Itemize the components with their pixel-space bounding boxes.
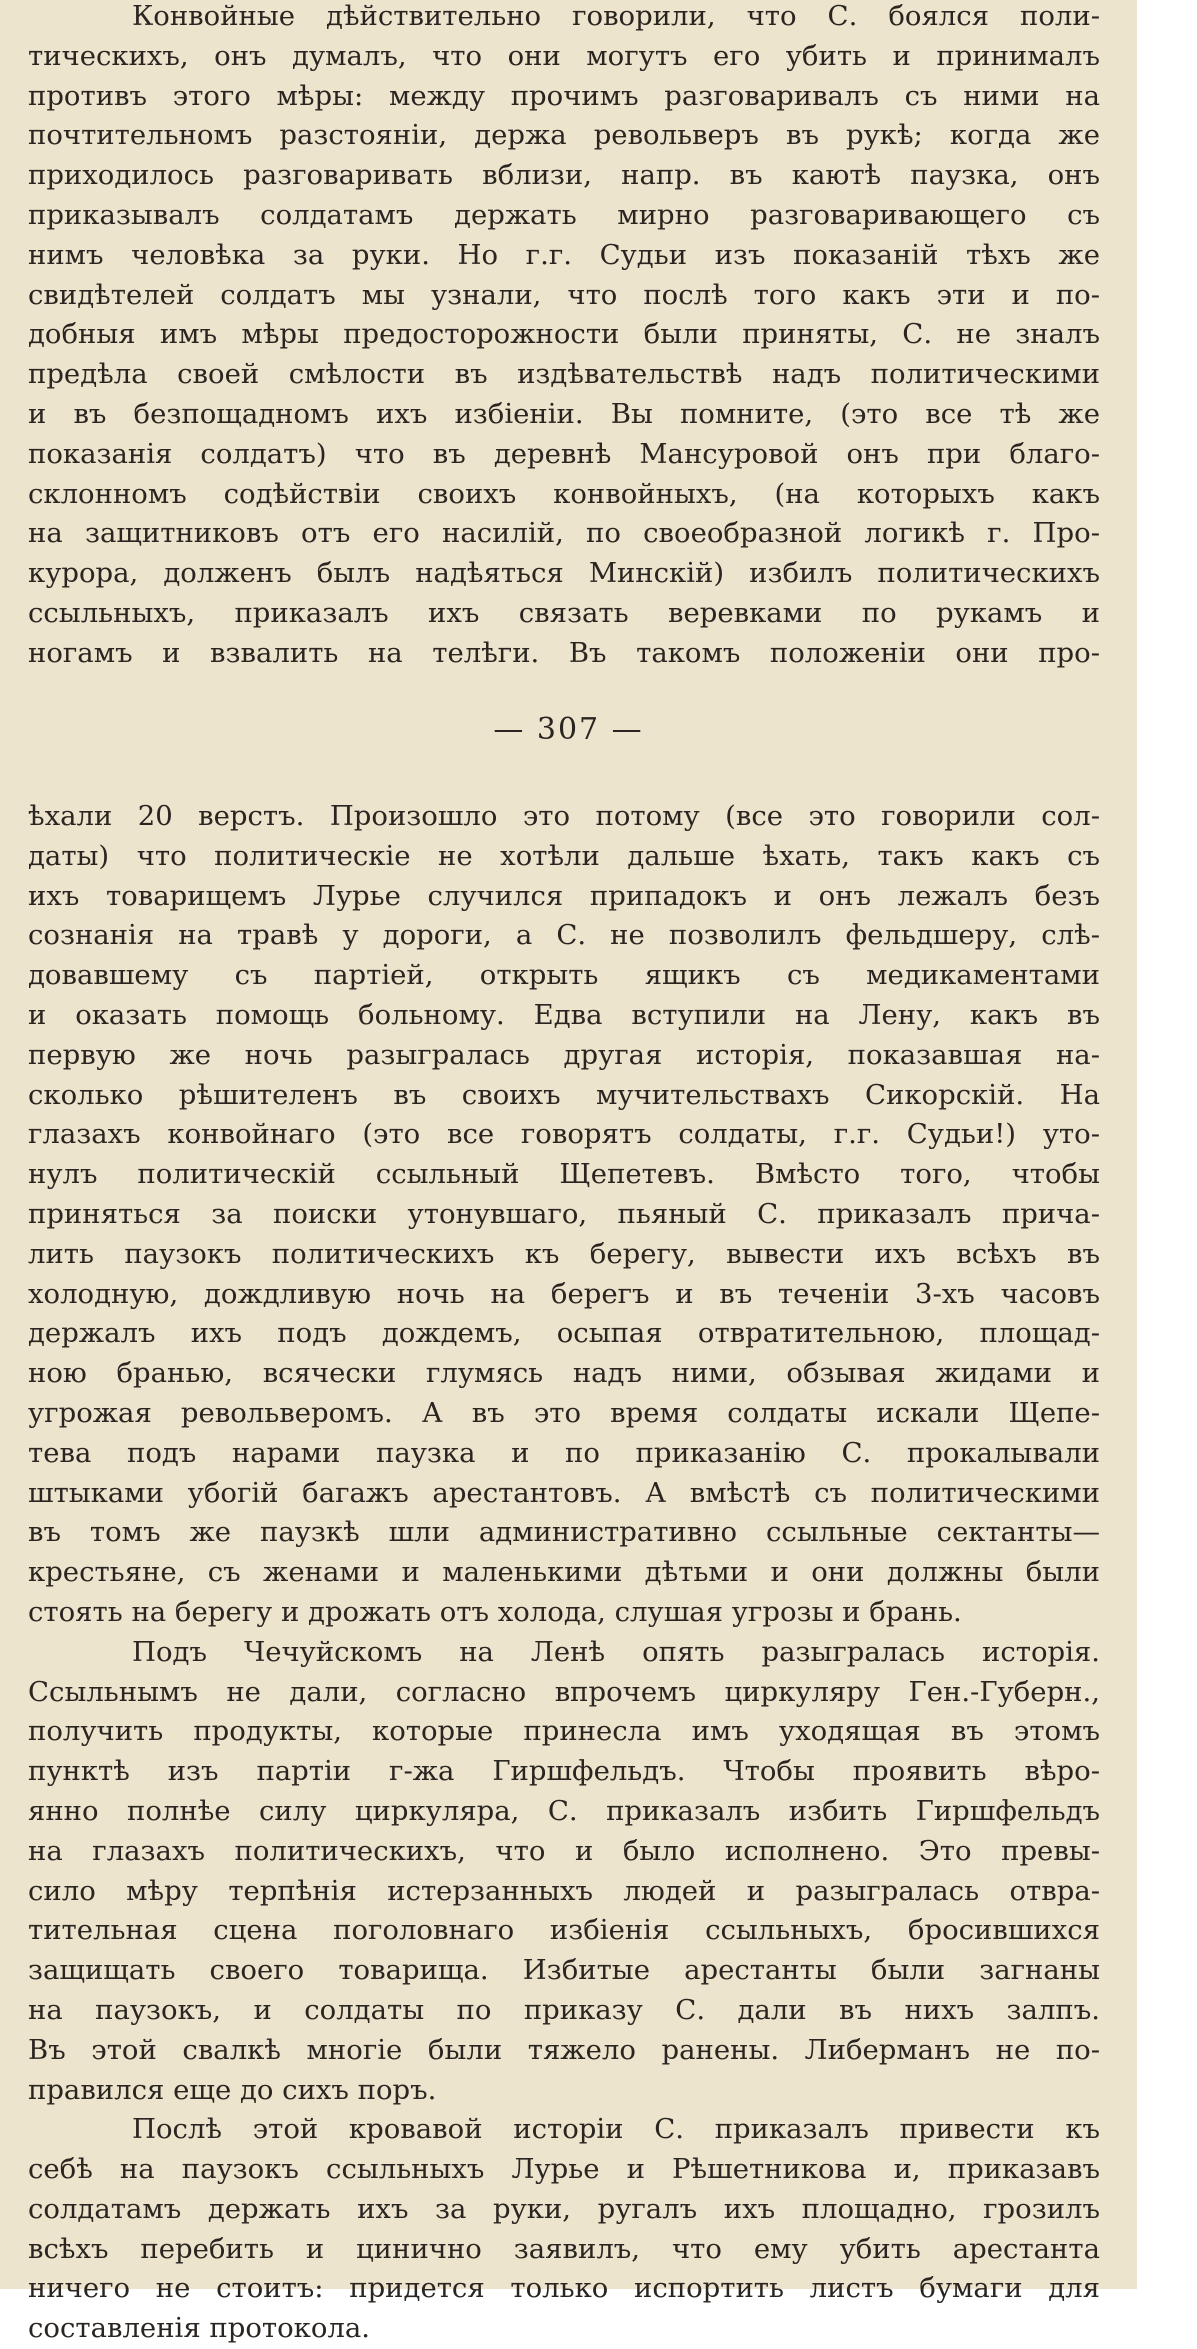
text-line: довавшему съ партіей, открыть ящикъ съ медикаментами xyxy=(28,959,1100,992)
text-line: ѣхали 20 верстъ. Произошло это потому (все это говорили сол- xyxy=(28,800,1100,832)
text-line: на защитниковъ отъ его насилій, по своеобразной логикѣ г. Про- xyxy=(28,517,1100,550)
text-line: штыками убогій багажъ арестантовъ. А вмѣстѣ съ политическими xyxy=(28,1476,1100,1509)
text-line: добныя имъ мѣры предосторожности были приняты, С. не зналъ xyxy=(28,318,1100,351)
text-line: предѣла своей смѣлости въ издѣвательствѣ надъ политическими xyxy=(28,358,1100,391)
text-line: защищать своего товарища. Избитые арестанты были загнаны xyxy=(28,1954,1100,1987)
text-line: угрожая револьверомъ. А въ это время солдаты искали Щепе- xyxy=(28,1396,1100,1429)
text-line: Ссыльнымъ не дали, согласно впрочемъ циркуляру Ген.-Губерн., xyxy=(28,1675,1100,1708)
text-line: сило мѣру терпѣнія истерзанныхъ людей и разыгралась отвра- xyxy=(28,1874,1100,1907)
text-line: ничего не стоитъ: придется только испортить листъ бумаги для xyxy=(28,2272,1100,2305)
text-line: сколько рѣшителенъ въ своихъ мучительствахъ Сикорскій. На xyxy=(28,1078,1100,1111)
text-line: получить продукты, которые принесла имъ уходящая въ этомъ xyxy=(28,1715,1100,1748)
text-line: держалъ ихъ подъ дождемъ, осыпая отвратительною, площад- xyxy=(28,1317,1100,1350)
text-line: нимъ человѣка за руки. Но г.г. Судьи изъ показаній тѣхъ же xyxy=(28,238,1100,271)
text-line: себѣ на паузокъ ссыльныхъ Лурье и Рѣшетникова и, приказавъ xyxy=(28,2153,1100,2186)
text-line: почтительномъ разстояніи, держа револьверъ въ рукѣ; когда же xyxy=(28,119,1100,152)
text-line: тева подъ нарами паузка и по приказанію С. прокалывали xyxy=(28,1436,1100,1469)
text-line: въ томъ же паузкѣ шли административно ссыльные сектанты— xyxy=(28,1516,1100,1549)
text-line: Конвойные дѣйствительно говорили, что С. боялся поли- xyxy=(132,0,1100,32)
text-line: составленія протокола. xyxy=(28,2312,371,2345)
text-line: холодную, дождливую ночь на берегъ и въ теченіи 3-хъ часовъ xyxy=(28,1277,1100,1310)
text-line: и оказать помощь больному. Едва вступили на Лену, какъ въ xyxy=(28,998,1100,1031)
paragraph-bottom xyxy=(28,797,1100,2349)
text-line: Подъ Чечуйскомъ на Ленѣ опять разыгралась исторія. xyxy=(132,1635,1100,1668)
text-line: всѣхъ перебить и цинично заявилъ, что ему убить арестанта xyxy=(28,2232,1100,2265)
text-line: первую же ночь разыгралась другая исторія, показавшая на- xyxy=(28,1038,1100,1071)
text-line: ихъ товарищемъ Лурье случился припадокъ и онъ лежалъ безъ xyxy=(28,879,1100,912)
text-line: курора, долженъ былъ надѣяться Минскій) избилъ политическихъ xyxy=(28,557,1100,590)
text-line: противъ этого мѣры: между прочимъ разговаривалъ съ ними на xyxy=(28,79,1100,112)
text-line: тительная сцена поголовнаго избіенія ссыльныхъ, бросившихся xyxy=(28,1914,1100,1947)
text-line: стоять на берегу и дрожать отъ холода, слушая угрозы и брань. xyxy=(28,1595,962,1628)
text-line: показанія солдатъ) что въ деревнѣ Мансуровой онъ при благо- xyxy=(28,437,1100,470)
text-line: правился еще до сихъ поръ. xyxy=(28,2073,437,2106)
text-line: приказывалъ солдатамъ держать мирно разговаривающего съ xyxy=(28,198,1100,231)
text-line: на глазахъ политическихъ, что и было исполнено. Это превы- xyxy=(28,1834,1100,1867)
text-line: ссыльныхъ, приказалъ ихъ связать веревками по рукамъ и xyxy=(28,596,1100,629)
text-line: склонномъ содѣйствіи своихъ конвойныхъ, (на которыхъ какъ xyxy=(28,477,1100,510)
text-line: на паузокъ, и солдаты по приказу С. дали въ нихъ залпъ. xyxy=(28,1993,1100,2026)
text-line: лить паузокъ политическихъ къ берегу, вывести ихъ всѣхъ въ xyxy=(28,1237,1100,1270)
right-margin xyxy=(1137,0,1197,2289)
text-line: пунктѣ изъ партіи г-жа Гиршфельдъ. Чтобы проявить вѣро- xyxy=(28,1755,1100,1788)
text-line: солдатамъ держать ихъ за руки, ругалъ ихъ площадно, грозилъ xyxy=(28,2192,1100,2225)
text-line: нулъ политическій ссыльный Щепетевъ. Вмѣсто того, чтобы xyxy=(28,1158,1100,1191)
text-line: глазахъ конвойнаго (это все говорятъ солдаты, г.г. Судьи!) уто- xyxy=(28,1118,1100,1151)
text-line: тическихъ, онъ думалъ, что они могутъ его убить и принималъ xyxy=(28,39,1100,72)
text-line: ногамъ и взвалить на телѣги. Въ такомъ положеніи они про- xyxy=(28,636,1100,669)
text-line: даты) что политическіе не хотѣли дальше ѣхать, такъ какъ съ xyxy=(28,839,1100,872)
text-line: свидѣтелей солдатъ мы узнали, что послѣ того какъ эти и по- xyxy=(28,278,1100,311)
text-line: приняться за поиски утонувшаго, пьяный С. приказалъ прича- xyxy=(28,1197,1100,1230)
text-line: Послѣ этой кровавой исторіи С. приказалъ привести къ xyxy=(132,2113,1100,2146)
text-line: крестьяне, съ женами и маленькими дѣтьми и они должны были xyxy=(28,1556,1100,1589)
text-line: сознанія на травѣ у дороги, а С. не позволилъ фельдшеру, слѣ- xyxy=(28,919,1100,952)
text-line: и въ безпощадномъ ихъ избіеніи. Вы помните, (это все тѣ же xyxy=(28,397,1100,430)
text-line: янно полнѣе силу циркуляра, С. приказалъ избить Гиршфельдъ xyxy=(28,1794,1100,1827)
page-number: — 307 — xyxy=(493,712,644,747)
text-line: Въ этой свалкѣ многіе были тяжело ранены. Либерманъ не по- xyxy=(28,2033,1100,2066)
paragraph-top xyxy=(28,0,1100,674)
text-line: ною бранью, всячески глумясь надъ ними, обзывая жидами и xyxy=(28,1357,1100,1390)
text-line: приходилось разговаривать вблизи, напр. въ каютѣ паузка, онъ xyxy=(28,159,1100,192)
